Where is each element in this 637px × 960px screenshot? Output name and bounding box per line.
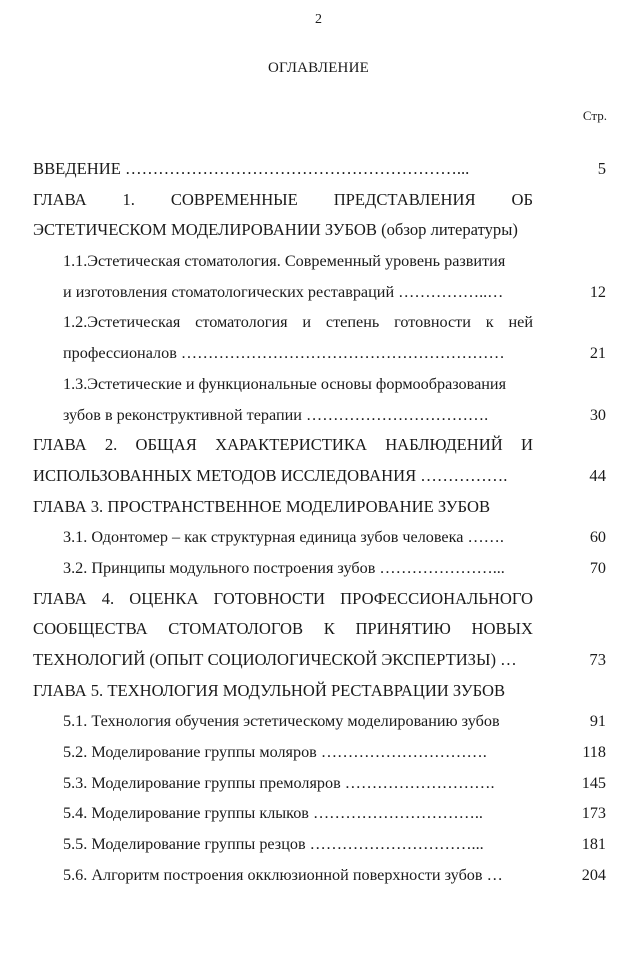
toc-line	[33, 614, 606, 645]
toc-line	[33, 430, 606, 461]
toc-line	[33, 246, 606, 277]
toc-section-entry	[33, 737, 606, 768]
toc-entry-text: зубов в реконструктивной терапии …………………………….	[63, 405, 489, 424]
toc-section-entry	[33, 522, 606, 553]
toc-entry-text: 5.5. Моделирование группы резцов …………………………...	[63, 835, 484, 854]
toc-entry-text: 5.2. Моделирование группы моляров ………………………….	[63, 743, 487, 762]
toc-page-number: 12	[589, 282, 606, 301]
toc-line	[33, 277, 606, 308]
toc-line	[33, 154, 606, 185]
toc-chapter-entry	[33, 185, 606, 246]
toc-line	[33, 706, 606, 737]
toc-entry-text: ТЕХНОЛОГИЙ (ОПЫТ СОЦИОЛОГИЧЕСКОЙ ЭКСПЕРТИЗЫ) …	[33, 650, 517, 669]
toc-entry-text: ГЛАВА 1. СОВРЕМЕННЫЕ ПРЕДСТАВЛЕНИЯ ОБ	[33, 189, 533, 209]
toc-entry-text: ВВЕДЕНИЕ ……………………………………………………...	[33, 159, 470, 178]
toc-section-entry	[33, 246, 606, 307]
toc-page-number: 181	[581, 835, 606, 854]
toc-entry-text: и изготовления стоматологических реставраций ……………..…	[63, 282, 504, 301]
toc-page-number: 30	[589, 405, 606, 424]
toc-section-entry	[33, 860, 606, 891]
toc-section-entry	[33, 369, 606, 430]
toc-page-number: 44	[589, 465, 606, 485]
toc-entry-text: ГЛАВА 4. ОЦЕНКА ГОТОВНОСТИ ПРОФЕССИОНАЛЬНОГО	[33, 588, 533, 608]
toc-page-number: 60	[589, 528, 606, 547]
toc-section-entry	[33, 307, 606, 368]
toc-entry-text: ГЛАВА 2. ОБЩАЯ ХАРАКТЕРИСТИКА НАБЛЮДЕНИЙ И	[33, 435, 533, 455]
toc-chapter-entry	[33, 492, 606, 523]
toc-entry-text: 3.2. Принципы модульного построения зубов …………………...	[63, 558, 505, 577]
page-title: ОГЛАВЛЕНИЕ	[268, 60, 369, 76]
toc-entry-text: 5.3. Моделирование группы премоляров ……………………….	[63, 773, 495, 792]
toc-line	[33, 461, 606, 492]
toc-line	[33, 307, 606, 338]
toc-page-number: 21	[589, 344, 606, 363]
toc-entry-text: 1.1.Эстетическая стоматология. Современный уровень развития	[63, 252, 506, 271]
toc-line	[33, 338, 606, 369]
table-of-contents	[33, 154, 606, 891]
toc-line	[33, 768, 606, 799]
toc-entry-text: ИСПОЛЬЗОВАННЫХ МЕТОДОВ ИССЛЕДОВАНИЯ …………….	[33, 465, 508, 485]
toc-entry-text: 5.4. Моделирование группы клыков …………………………..	[63, 804, 483, 823]
toc-line	[33, 676, 606, 707]
toc-entry-text: 5.6. Алгоритм построения окклюзионной поверхности зубов …	[63, 865, 503, 884]
toc-entry-text: СООБЩЕСТВА СТОМАТОЛОГОВ К ПРИНЯТИЮ НОВЫХ	[33, 619, 533, 639]
page-number: 2	[315, 12, 322, 27]
toc-page-number: 173	[581, 804, 606, 823]
toc-section-entry	[33, 706, 606, 737]
page-column-label: Стр.	[582, 108, 607, 123]
toc-line	[33, 215, 606, 246]
toc-entry-text: 3.1. Одонтомер – как структурная единица зубов человека …….	[63, 528, 504, 547]
toc-page-number: 70	[589, 558, 606, 577]
toc-line	[33, 522, 606, 553]
toc-line	[33, 492, 606, 523]
toc-entry-text: ГЛАВА 3. ПРОСТРАНСТВЕННОЕ МОДЕЛИРОВАНИЕ ЗУБОВ	[33, 496, 491, 516]
toc-section-entry	[33, 829, 606, 860]
toc-line	[33, 645, 606, 676]
toc-line	[33, 369, 606, 400]
toc-section-entry	[33, 768, 606, 799]
toc-entry-text: 1.2.Эстетическая стоматология и степень готовности к ней	[63, 313, 533, 332]
toc-entry-text: 1.3.Эстетические и функциональные основы формообразования	[63, 374, 507, 393]
toc-line	[33, 798, 606, 829]
toc-entry-text: профессионалов ……………………………………………………	[63, 344, 505, 363]
toc-page-number: 118	[582, 743, 606, 762]
toc-chapter-entry	[33, 154, 606, 185]
toc-page-number: 91	[589, 712, 606, 731]
toc-chapter-entry	[33, 430, 606, 491]
toc-line	[33, 185, 606, 216]
toc-page-number: 204	[581, 865, 606, 884]
toc-page-number: 5	[597, 159, 606, 178]
toc-line	[33, 553, 606, 584]
toc-entry-text: ЭСТЕТИЧЕСКОМ МОДЕЛИРОВАНИИ ЗУБОВ (обзор литературы)	[33, 220, 518, 240]
toc-entry-text: ГЛАВА 5. ТЕХНОЛОГИЯ МОДУЛЬНОЙ РЕСТАВРАЦИИ ЗУБОВ	[33, 680, 506, 700]
toc-entry-text: 5.1. Технология обучения эстетическому моделированию зубов	[63, 712, 500, 731]
toc-line	[33, 860, 606, 891]
toc-section-entry	[33, 553, 606, 584]
toc-line	[33, 400, 606, 431]
toc-page-number: 145	[581, 773, 606, 792]
toc-line	[33, 584, 606, 615]
toc-line	[33, 737, 606, 768]
toc-line	[33, 829, 606, 860]
toc-chapter-entry	[33, 584, 606, 676]
toc-section-entry	[33, 798, 606, 829]
toc-page-number: 73	[589, 650, 606, 669]
toc-chapter-entry	[33, 676, 606, 707]
